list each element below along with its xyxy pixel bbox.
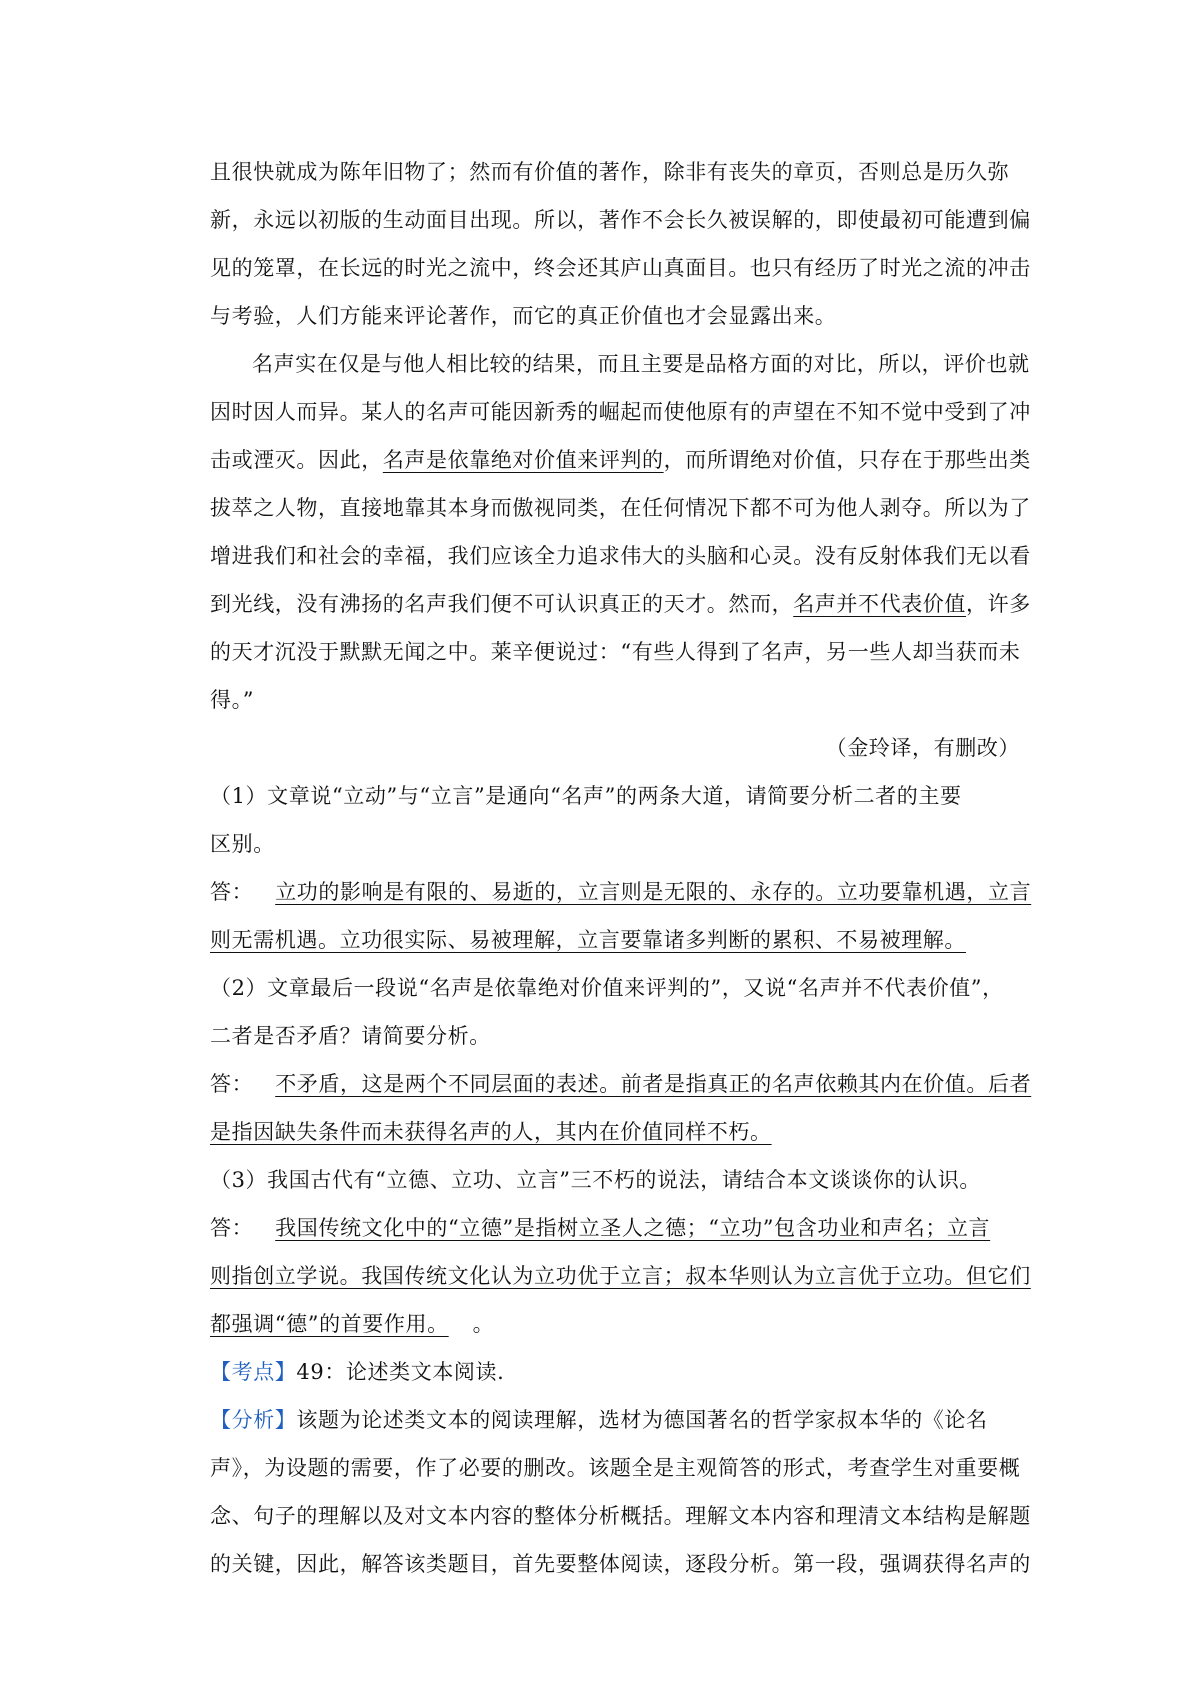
- text-span: ，许多: [966, 592, 1031, 616]
- answer-text: [210, 1312, 473, 1336]
- question-text: （1）文章说“立动”与“立言”是通向“名声”的两条大道，请简要分析二者的主要: [210, 784, 962, 808]
- answer-text-span: 是指因缺失条件而未获得名声的人，其内在价值同样不朽。: [210, 1120, 772, 1144]
- source-attribution: （金玲译，有删改）: [825, 736, 1020, 760]
- answer-text-span: 我国传统文化中的“立德”是指树立圣人之德；“立功”包含功业和声名；立言: [275, 1216, 991, 1240]
- paragraph-continuation: [210, 148, 1031, 340]
- text-line: [210, 436, 1031, 484]
- answer-text-span: 则无需机遇。立功很实际、易被理解，立言要靠诸多判断的累积、不易被理解。: [210, 928, 966, 952]
- text-line: 的天才沉没于默默无闻之中。莱辛便说过：“有些人得到了名声，另一些人却当获而未: [210, 640, 1021, 664]
- text-line: 见的笼罩，在长远的时光之流中，终会还其庐山真面目。也只有经历了时光之流的冲击: [210, 256, 1031, 280]
- question-3: [210, 1156, 1031, 1348]
- question-text: 二者是否矛盾？请简要分析。: [210, 1024, 491, 1048]
- answer-line: [210, 916, 1020, 964]
- text-line: 因时因人而异。某人的名声可能因新秀的崛起而使他原有的声望在不知不觉中受到了冲: [210, 400, 1031, 424]
- text-line: 拔萃之人物，直接地靠其本身而傲视同类，在任何情况下都不可为他人剥夺。所以为了: [210, 496, 1031, 520]
- text-line: [210, 580, 1031, 628]
- answer-line: [210, 1060, 1032, 1108]
- answer-text: [210, 928, 990, 952]
- text-span: 到光线，没有沸扬的名声我们便不可认识真正的天才。然而，: [210, 592, 794, 616]
- fenxi-text: 该题为论述类文本的阅读理解，选材为德国著名的哲学家叔本华的《论名: [296, 1408, 988, 1432]
- answer-suffix: 。: [472, 1312, 495, 1336]
- fenxi-line: [210, 1396, 1020, 1444]
- kaodian-tag: 【考点】: [210, 1360, 297, 1384]
- fenxi-line: 声》，为设题的需要，作了必要的删改。该题全是主观简答的形式，考查学生对重要概: [210, 1456, 1021, 1480]
- answer-text-span: 都强调“德”的首要作用。: [210, 1312, 449, 1336]
- fenxi-section: [210, 1396, 1031, 1588]
- question-2: [210, 964, 1032, 1156]
- fenxi-line: 念、句子的理解以及对文本内容的整体分析概括。理解文本内容和理清文本结构是解题: [210, 1504, 1031, 1528]
- answer-line: [210, 1300, 1020, 1348]
- answer-prefix: 答：: [210, 1216, 254, 1240]
- text-line: 新，永远以初版的生动面目出现。所以，著作不会长久被误解的，即使最初可能遭到偏: [210, 208, 1031, 232]
- text-line: 且很快就成为陈年旧物了；然而有价值的著作，除非有丧失的章页，否则总是历久弥: [210, 160, 1010, 184]
- answer-prefix: 答：: [210, 1072, 254, 1096]
- answer-line: [210, 1252, 1031, 1300]
- text-line: 增进我们和社会的幸福，我们应该全力追求伟大的头脑和心灵。没有反射体我们无以看: [210, 544, 1031, 568]
- answer-prefix: 答：: [210, 880, 254, 904]
- underlined-phrase: 名声并不代表价值: [793, 592, 967, 616]
- answer-text-span: 不矛盾，这是两个不同层面的表述。前者是指真正的名声依赖其内在价值。后者: [275, 1072, 1032, 1096]
- answer-line: [210, 868, 1032, 916]
- text-line: 与考验，人们方能来评论著作，而它的真正价值也才会显露出来。: [210, 304, 837, 328]
- text-span: ，而所谓绝对价值，只存在于那些出类: [663, 448, 1031, 472]
- question-1: [210, 772, 1032, 964]
- answer-text-span: 立功的影响是有限的、易逝的，立言则是无限的、永存的。立功要靠机遇，立言: [275, 880, 1032, 904]
- text-line: 得。”: [210, 688, 255, 712]
- fenxi-line: 的关键，因此，解答该类题目，首先要整体阅读，逐段分析。第一段，强调获得名声的: [210, 1552, 1031, 1576]
- underlined-phrase: 名声是依靠绝对价值来评判的: [382, 448, 664, 472]
- question-text: （3）我国古代有“立德、立功、立言”三不朽的说法，请结合本文谈谈你的认识。: [210, 1168, 982, 1192]
- answer-text: [210, 1120, 796, 1144]
- kaodian-line: [210, 1348, 1020, 1396]
- answer-text: [253, 880, 1031, 904]
- fenxi-tag: 【分析】: [210, 1408, 297, 1432]
- answer-line: [210, 1108, 1020, 1156]
- kaodian-text: 49：论述类文本阅读.: [296, 1360, 505, 1384]
- question-text: 区别。: [210, 832, 275, 856]
- answer-line: [210, 1204, 1020, 1252]
- answer-text: 则指创立学说。我国传统文化认为立功优于立言；叔本华则认为立言优于立功。但它们: [210, 1264, 1031, 1288]
- answer-text: [253, 1072, 1031, 1096]
- text-span: 击或湮灭。因此，: [210, 448, 383, 472]
- answer-text: [253, 1216, 990, 1240]
- text-line: 名声实在仅是与他人相比较的结果，而且主要是品格方面的对比，所以，评价也就: [252, 352, 1030, 376]
- paragraph-fame: [210, 340, 1031, 724]
- question-text: （2）文章最后一段说“名声是依靠绝对价值来评判的”，又说“名声并不代表价值”，: [210, 976, 1004, 1000]
